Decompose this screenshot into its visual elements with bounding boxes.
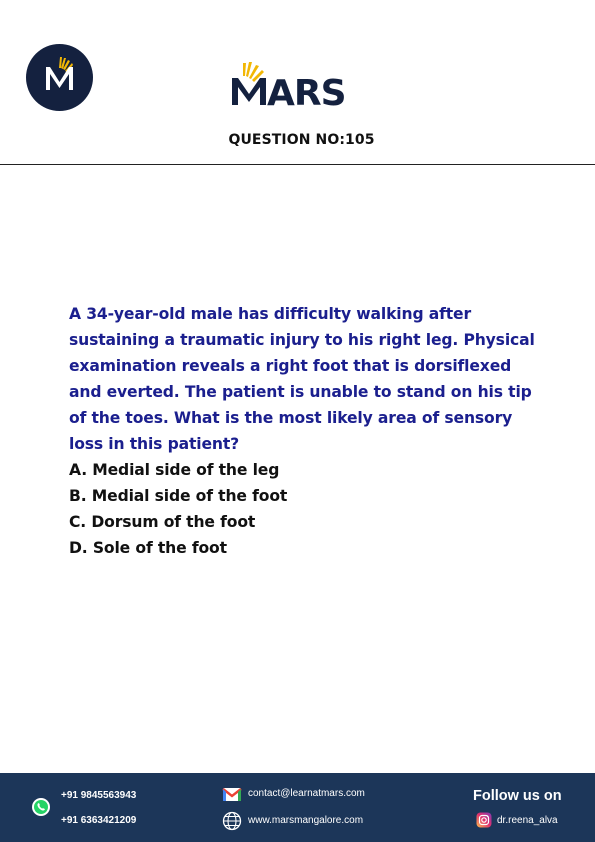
footer [0, 773, 595, 842]
mars-badge-logo [26, 44, 93, 111]
instagram-handle[interactable]: dr.reena_alva [497, 815, 558, 826]
question-text: A 34-year-old male has difficulty walking after sustaining a traumatic injury to his right leg. Physical examination reveals a right foot that is dorsiflexed and everted. The patient is unable to stand on his tip of the toes. What is the most likely area of sensory loss in this patient? [69, 305, 535, 453]
option-c: C. Dorsum of the foot [69, 513, 256, 531]
question-number: QUESTION NO:105 [228, 132, 375, 148]
answer-options [69, 457, 539, 561]
option-d: D. Sole of the foot [69, 539, 227, 557]
header-divider [0, 164, 595, 165]
instagram-icon[interactable] [476, 812, 492, 828]
option-a: A. Medial side of the leg [69, 461, 280, 479]
globe-icon [222, 811, 242, 831]
option-b: B. Medial side of the foot [69, 487, 288, 505]
whatsapp-icon [31, 797, 51, 817]
follow-us-label: Follow us on [473, 788, 562, 804]
phone-number-2[interactable]: +91 6363421209 [61, 815, 137, 826]
mars-wordmark [229, 59, 369, 109]
email-link[interactable]: contact@learnatmars.com [248, 788, 365, 799]
mars-monogram-icon [26, 44, 93, 111]
phone-number-1[interactable]: +91 9845563943 [61, 790, 137, 801]
website-link[interactable]: www.marsmangalore.com [248, 815, 364, 826]
mars-brand-logo [229, 59, 369, 109]
gmail-icon [222, 786, 242, 802]
svg-text:ARS: ARS [267, 73, 346, 109]
